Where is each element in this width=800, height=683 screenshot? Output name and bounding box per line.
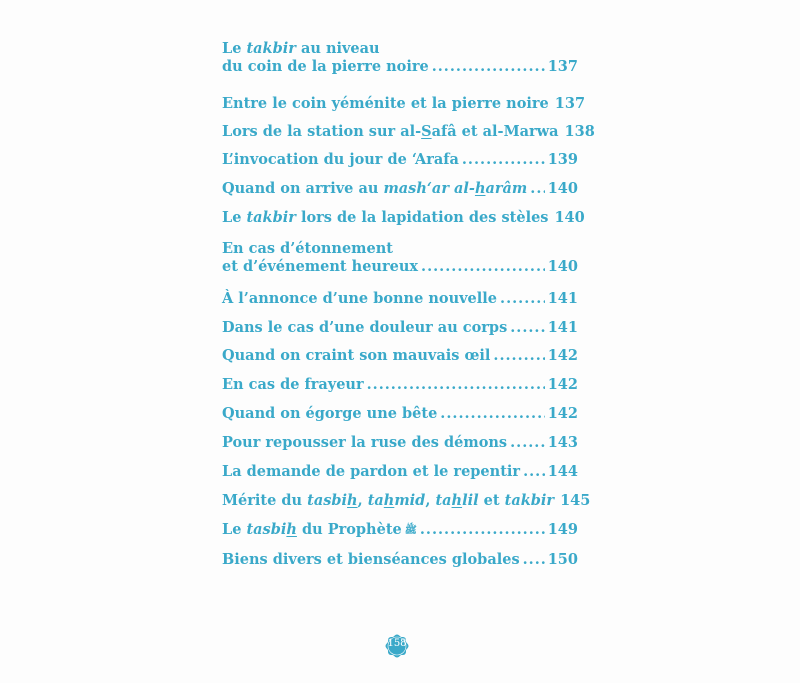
toc-title-part: ta: [367, 492, 384, 509]
toc-title: [222, 319, 507, 337]
toc-title-part: Quand on arrive au: [222, 180, 384, 197]
toc-title-part: lil: [462, 492, 479, 509]
dot-leader: [523, 463, 545, 481]
toc-entry-line: [222, 434, 578, 452]
toc-title-part: À l’annonce d’une bonne nouvelle: [222, 290, 498, 307]
salutation-glyph: ﷺ: [404, 525, 417, 536]
toc-page: [222, 0, 595, 683]
toc-page-number: 137: [554, 95, 586, 112]
toc-title-part: et: [478, 492, 505, 509]
toc-entry-line: [222, 551, 578, 569]
toc-title-part: lors de la lapidation des stèles: [295, 209, 549, 226]
toc-title-part: Le: [222, 521, 247, 538]
toc-page-number: 137: [547, 58, 578, 75]
toc-title: [222, 463, 520, 481]
toc-entry: [222, 123, 595, 141]
toc-title-part: au niveau: [295, 40, 380, 57]
toc-title-part: S: [421, 123, 432, 140]
toc-page-number: 142: [547, 376, 578, 393]
toc-title: [222, 551, 520, 569]
toc-entry: [222, 405, 578, 423]
toc-title-part: mid: [394, 492, 426, 509]
toc-title: [222, 492, 554, 510]
toc-page-number: 142: [547, 405, 578, 422]
dot-leader: [523, 551, 545, 569]
toc-title-part: arâm: [485, 180, 528, 197]
dot-leader: [421, 258, 545, 276]
toc-page-number: 140: [547, 180, 578, 197]
dot-leader: [462, 151, 545, 169]
toc-title-part: h: [474, 180, 486, 197]
dot-leader: [510, 434, 545, 452]
toc-entry: [222, 151, 578, 169]
toc-title-part: Quand on égorge une bête: [222, 405, 438, 422]
toc-title-part: Biens divers et bienséances globales: [222, 551, 520, 568]
toc-entry: [222, 434, 578, 452]
toc-entry-line: [222, 521, 578, 540]
toc-page-number: 138: [564, 123, 595, 140]
toc-entry: [222, 180, 578, 198]
toc-title-part: h: [451, 492, 463, 509]
toc-entry-line: [222, 290, 578, 308]
toc-title-part: ,: [357, 492, 368, 509]
toc-title-continuation: du coin de la pierre noire: [222, 58, 429, 75]
toc-title-part: En cas d’étonnement: [222, 240, 393, 257]
toc-title: [222, 209, 548, 227]
toc-entry-line: [222, 151, 578, 169]
toc-entry: [222, 209, 585, 227]
toc-page-number: 150: [547, 551, 578, 568]
toc-entry-line: [222, 95, 586, 113]
toc-entry-line: [222, 463, 578, 481]
toc-entry: [222, 319, 578, 337]
toc-title-part: h: [383, 492, 395, 509]
toc-title-part: tasbi: [246, 521, 287, 538]
toc-title-part: mash‘ar al-: [383, 180, 475, 197]
toc-page-number: 139: [547, 151, 578, 168]
toc-title-part: Quand on craint son mauvais œil: [222, 347, 491, 364]
toc-title-part: Le: [222, 40, 247, 57]
toc-page-number: 140: [547, 258, 578, 275]
toc-page-number: 149: [547, 521, 578, 538]
dot-leader: [420, 521, 545, 539]
toc-entry-line: [222, 258, 578, 276]
toc-title-part: afâ et al-Marwa: [431, 123, 559, 140]
toc-title-part: h: [347, 492, 358, 509]
toc-title-part: Mérite du: [222, 492, 308, 509]
toc-title: [222, 347, 490, 365]
dot-leader: [510, 319, 544, 337]
toc-entry-first-line: [222, 240, 578, 258]
toc-title-part: takbir: [504, 492, 555, 509]
page-number: 158: [387, 638, 407, 649]
toc-title: [222, 95, 549, 113]
toc-title-part: tasbi: [307, 492, 348, 509]
toc-entry: [222, 240, 578, 276]
toc-title: [222, 405, 437, 423]
toc-entry: [222, 347, 578, 365]
toc-entry-line: [222, 123, 595, 141]
toc-title-part: h: [286, 521, 297, 538]
toc-entry-line: [222, 180, 578, 198]
toc-entry: [222, 40, 578, 76]
toc-entry: [222, 463, 578, 481]
toc-page-number: 141: [547, 290, 578, 307]
toc-title: [222, 151, 459, 169]
dot-leader: [493, 347, 544, 365]
toc-page-number: 141: [547, 319, 578, 336]
toc-title: [222, 180, 527, 198]
toc-page-number: 142: [547, 347, 578, 364]
toc-entry-line: [222, 492, 591, 510]
toc-page-number: 140: [554, 209, 585, 226]
toc-entry-line: [222, 376, 578, 394]
toc-entry: [222, 551, 578, 569]
toc-entry: [222, 376, 578, 394]
toc-title-part: Dans le cas d’une douleur au corps: [222, 319, 508, 336]
toc-title-part: Entre le coin yéménite et la pierre noire: [222, 95, 549, 112]
toc-title-part: takbir: [246, 209, 296, 226]
dot-leader: [432, 58, 545, 76]
toc-title-part: ta: [435, 492, 452, 509]
toc-title: [222, 376, 364, 394]
toc-page-number: 143: [547, 434, 578, 451]
toc-entry-line: [222, 58, 578, 76]
dot-leader: [367, 376, 545, 394]
toc-title-part: L’invocation du jour de ‘Arafa: [222, 151, 459, 168]
toc-page-number: 144: [547, 463, 578, 480]
toc-entry: [222, 95, 586, 113]
dot-leader: [530, 180, 544, 198]
toc-entry-line: [222, 209, 585, 227]
toc-entry: [222, 521, 578, 540]
page-number-badge: [383, 632, 411, 660]
toc-page-number: 145: [560, 492, 591, 509]
toc-entry-line: [222, 405, 578, 423]
toc-title: [222, 123, 559, 141]
toc-title-part: ,: [425, 492, 436, 509]
toc-title-part: En cas de frayeur: [222, 376, 364, 393]
toc-title: [222, 521, 417, 540]
toc-title-continuation: et d’événement heureux: [222, 258, 419, 275]
toc-entry-first-line: [222, 40, 578, 58]
toc-title: [222, 290, 497, 308]
toc-entry-line: [222, 347, 578, 365]
toc-title-part: Le: [222, 209, 247, 226]
toc-entry-line: [222, 319, 578, 337]
toc-title: [222, 434, 507, 452]
toc-entry: [222, 492, 591, 510]
toc-title: [222, 240, 393, 258]
toc-entry: [222, 290, 578, 308]
toc-title: [222, 40, 380, 58]
toc-title-part: Pour repousser la ruse des démons: [222, 434, 508, 451]
toc-title-part: Lors de la station sur al-: [222, 123, 422, 140]
toc-title-part: du Prophète: [296, 521, 402, 538]
toc-title-part: La demande de pardon et le repentir: [222, 463, 521, 480]
dot-leader: [440, 405, 544, 423]
toc-title-part: takbir: [246, 40, 296, 57]
dot-leader: [500, 290, 545, 308]
